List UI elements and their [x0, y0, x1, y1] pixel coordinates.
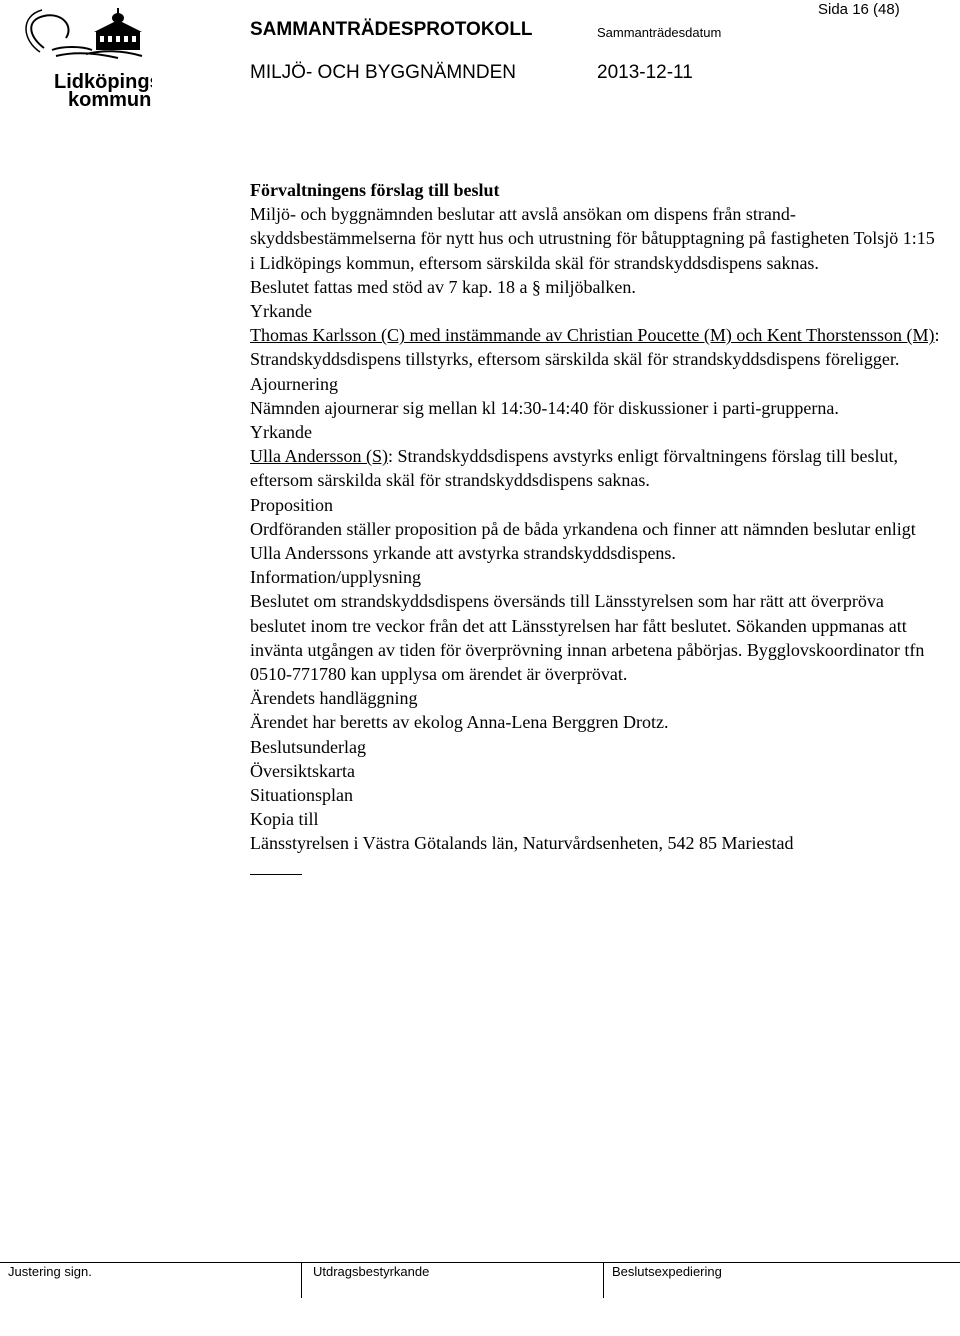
- footer-separator: [603, 1262, 604, 1298]
- section-heading-proposition: Proposition: [250, 494, 334, 515]
- information-paragraph: Beslutet om strandskyddsdispens översänds till Länsstyrelsen som har rätt att överpröva beslutet inom tre veckor från det att Länsstyrelsen har fått beslutet. Sökanden uppmanas att invänta utgången av tiden för överprövning innan arbetena påbörjas. Bygglovskoordinator tfn 0510-771780 kan upplysa om ärendet är överprövat.: [250, 591, 925, 685]
- document-title: SAMMANTRÄDESPROTOKOLL: [250, 19, 533, 40]
- yrkande-1-paragraph: [250, 323, 940, 371]
- footer-rule: [0, 1262, 960, 1263]
- meeting-date: 2013-12-11: [597, 62, 693, 83]
- section-heading-yrkande-1: Yrkande: [250, 301, 312, 322]
- yrkande-1-text: : Strandskyddsdispens tillstyrks, eftersom särskilda skäl för strandskyddsdispens föreligger.: [250, 325, 940, 370]
- beslutsunderlag-item: Situationsplan: [250, 785, 353, 806]
- kopia-paragraph: Länsstyrelsen i Västra Götalands län, Naturvårdsenheten, 542 85 Mariestad: [250, 833, 794, 854]
- forslag-paragraph: Miljö- och byggnämnden beslutar att avslå ansökan om dispens från strand-skyddsbestämmelserna för nytt hus och utrustning för båtupptagning på fastigheten Tolsjö 1:15 i Lidköpings kommun, eftersom särskilda skäl för strandskyddsdispens saknas.: [250, 204, 935, 273]
- end-rule: [250, 874, 302, 875]
- handlaggning-paragraph: Ärendet har beretts av ekolog Anna-Lena Berggren Drotz.: [250, 712, 669, 733]
- section-heading-beslutsunderlag: Beslutsunderlag: [250, 736, 366, 757]
- yrkande-2-text: : Strandskyddsdispens avstyrks enligt förvaltningens förslag till beslut, eftersom särskilda skäl för strandskyddsdispens saknas.: [250, 446, 898, 491]
- footer-justering: Justering sign.: [8, 1264, 92, 1279]
- ajournering-paragraph: Nämnden ajournerar sig mellan kl 14:30-14:40 för diskussioner i parti-grupperna.: [250, 397, 839, 418]
- date-label: Sammanträdesdatum: [597, 25, 722, 40]
- logo-text-line1: Lidköpings: [54, 71, 152, 93]
- department-name: MILJÖ- OCH BYGGNÄMNDEN: [250, 62, 517, 83]
- footer-beslutsexpediering: Beslutsexpediering: [612, 1264, 722, 1279]
- yrkande-2-proposer: Ulla Andersson (S): [250, 446, 388, 467]
- section-heading-handlaggning: Ärendets handläggning: [250, 688, 418, 709]
- beslutsunderlag-item: Översiktskarta: [250, 760, 355, 781]
- logo-emblem-icon: [22, 6, 152, 110]
- section-heading-yrkande-2: Yrkande: [250, 422, 312, 443]
- section-heading-forslag: Förvaltningens förslag till beslut: [250, 180, 500, 200]
- page-number: Sida 16 (48): [818, 1, 900, 18]
- document-body: [250, 178, 940, 875]
- lidkoping-logo: [22, 6, 152, 110]
- yrkande-1-proposers: Thomas Karlsson (C) med instämmande av Christian Poucette (M) och Kent Thorstensson (M): [250, 325, 935, 346]
- section-heading-information: Information/upplysning: [250, 567, 421, 588]
- logo-text-line2: kommun: [68, 89, 152, 110]
- footer-separator: [301, 1262, 302, 1298]
- proposition-paragraph: Ordföranden ställer proposition på de båda yrkandena och finner att nämnden beslutar enligt Ulla Anderssons yrkande att avstyrka strandskyddsdispens.: [250, 518, 916, 564]
- yrkande-2-paragraph: [250, 444, 940, 492]
- section-heading-ajournering: Ajournering: [250, 373, 338, 394]
- section-heading-kopia: Kopia till: [250, 809, 319, 830]
- footer-utdragsbestyrkande: Utdragsbestyrkande: [313, 1264, 430, 1279]
- forslag-legal-basis: Beslutet fattas med stöd av 7 kap. 18 a § miljöbalken.: [250, 276, 636, 297]
